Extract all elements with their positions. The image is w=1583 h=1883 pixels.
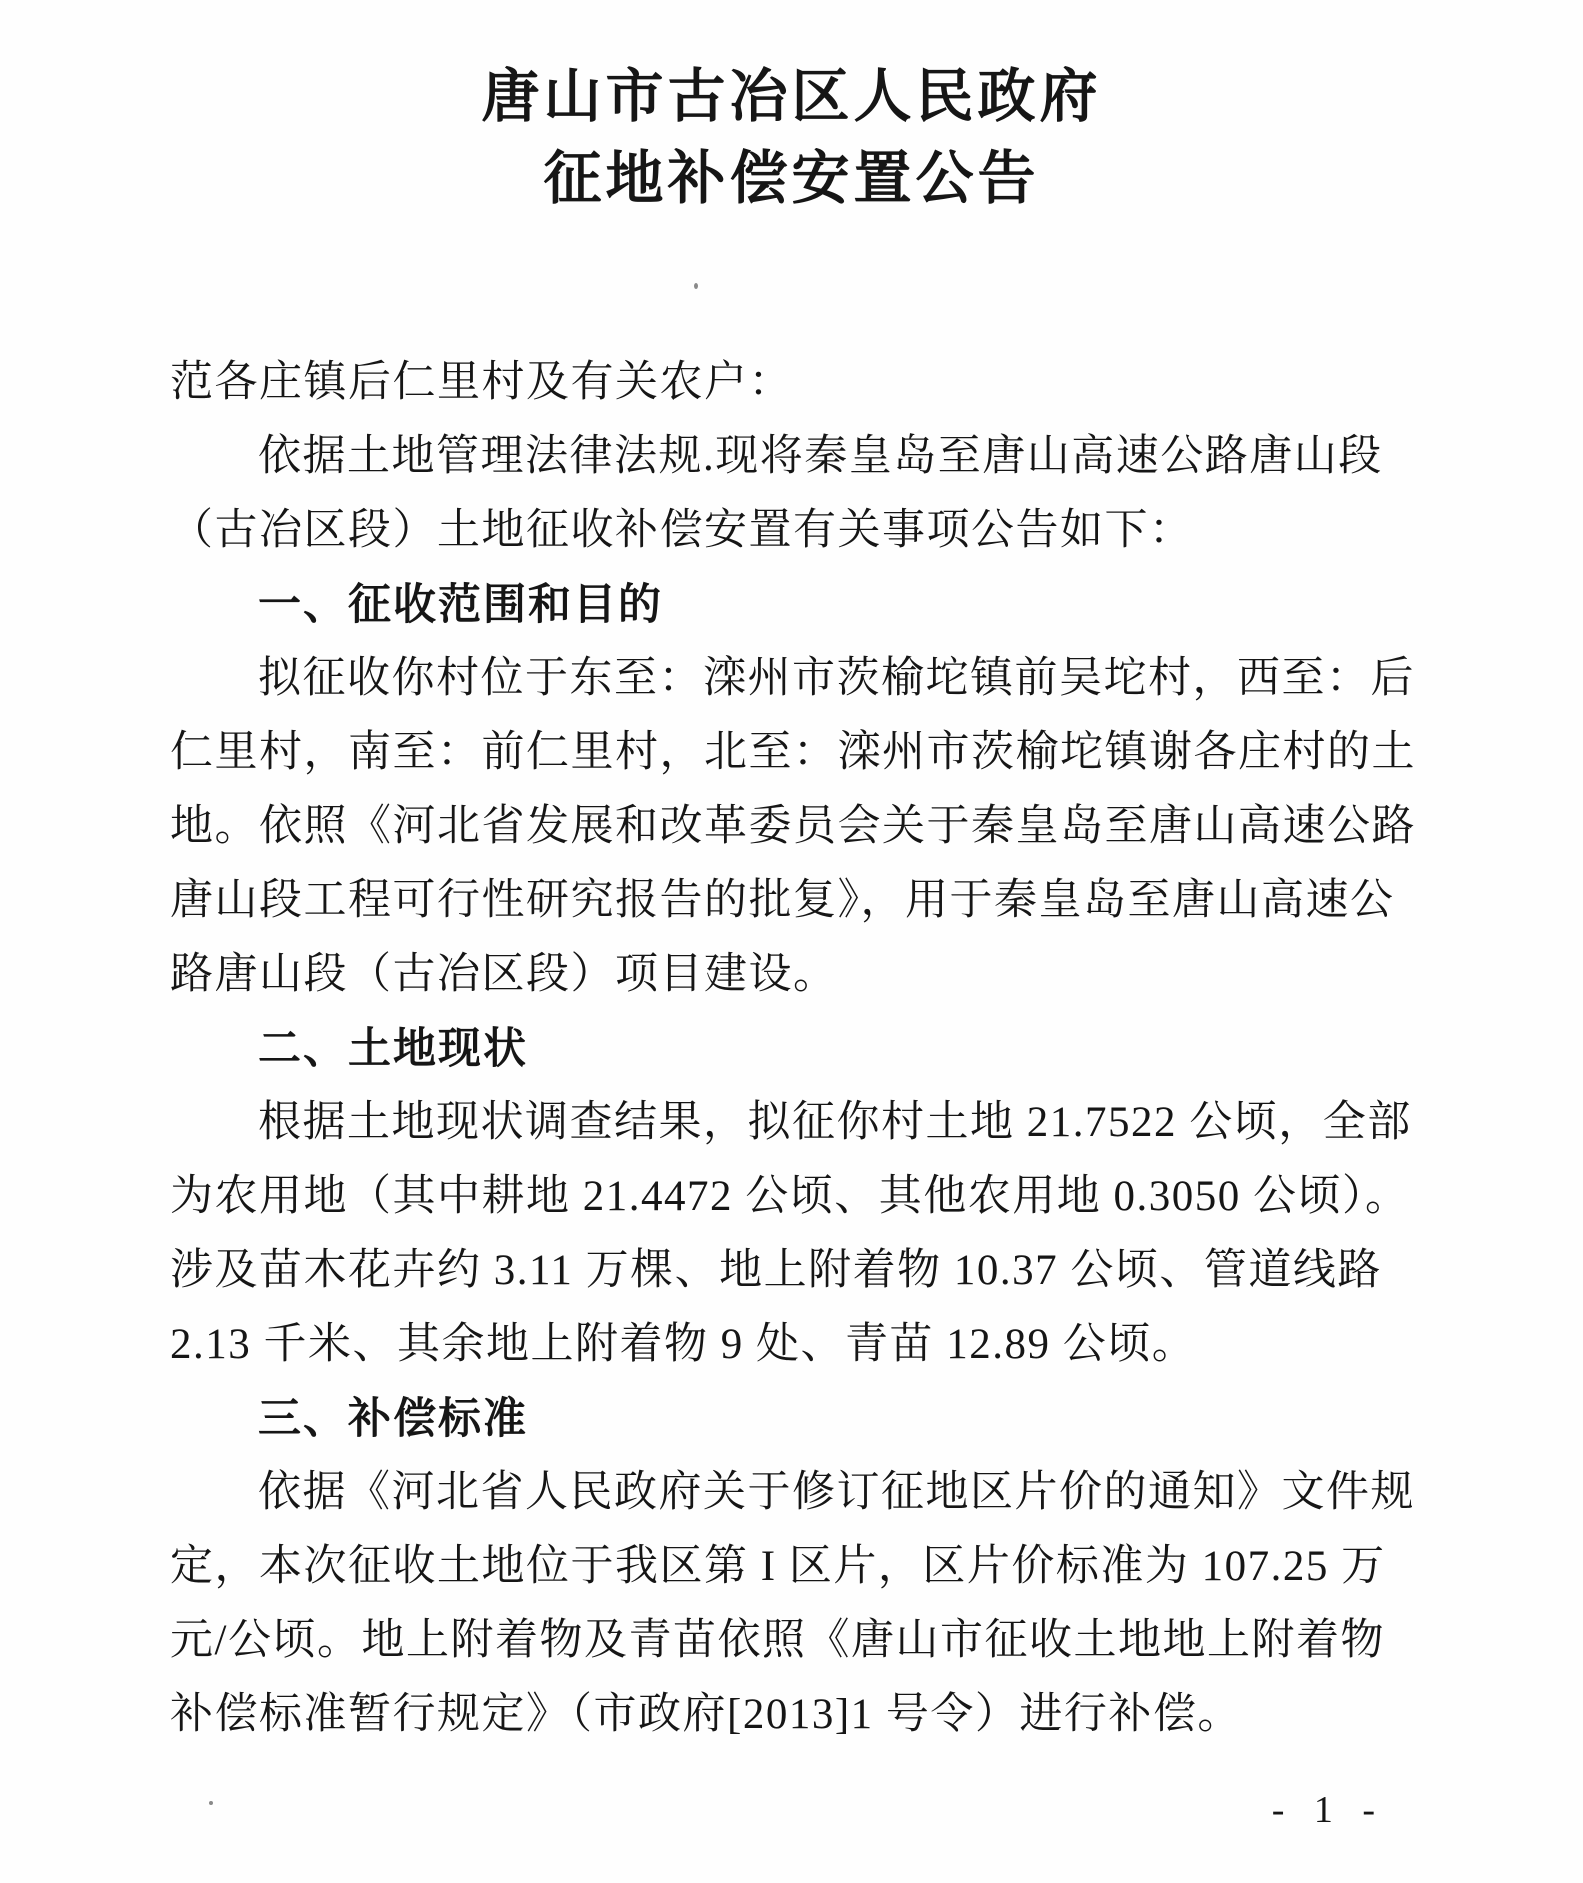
section-2-line-1: 根据土地现状调查结果，拟征你村土地 21.7522 公顷，全部 [258,1099,1412,1146]
document-body [170,346,1416,1752]
document-title [0,0,1583,220]
section-1-line-2: 仁里村，南至：前仁里村，北至：滦州市茨榆坨镇谢各庄村的土 [170,729,1416,776]
title-line-2: 征地补偿安置公告 [543,146,1040,211]
section-3-line-1: 依据《河北省人民政府关于修订征地区片价的通知》文件规 [258,1469,1415,1516]
page-number: - 1 - [1271,1789,1385,1831]
salutation: 范各庄镇后仁里村及有关农户： [170,359,793,406]
section-3-line-2: 定，本次征收土地位于我区第 I 区片，区片价标准为 107.25 万 [170,1543,1386,1590]
section-2-line-4: 2.13 千米、其余地上附着物 9 处、青苗 12.89 公顷。 [170,1321,1197,1368]
intro-line-2: （古冶区段）土地征收补偿安置有关事项公告如下： [170,507,1194,554]
scan-speck [209,1801,213,1805]
section-2-line-2: 为农用地（其中耕地 21.4472 公顷、其他农用地 0.3050 公顷）。 [170,1173,1410,1220]
scan-speck [694,283,698,289]
section-2-heading: 二、土地现状 [258,1025,528,1073]
section-1-line-1: 拟征收你村位于东至：滦州市茨榆坨镇前吴坨村，西至：后 [258,655,1415,702]
section-1-line-4: 唐山段工程可行性研究报告的批复》，用于秦皇岛至唐山高速公 [170,877,1395,924]
intro-line-1: 依据土地管理法律法规.现将秦皇岛至唐山高速公路唐山段 [258,433,1383,480]
section-1-line-5: 路唐山段（古冶区段）项目建设。 [170,951,838,998]
title-line-1: 唐山市古冶区人民政府 [481,64,1102,129]
section-2-line-3: 涉及苗木花卉约 3.11 万棵、地上附着物 10.37 公顷、管道线路 [170,1247,1382,1294]
section-1-line-3: 地。依照《河北省发展和改革委员会关于秦皇岛至唐山高速公路 [170,803,1416,850]
section-3-line-4: 补偿标准暂行规定》（市政府[2013]1 号令）进行补偿。 [170,1691,1242,1738]
section-3-line-3: 元/公顷。地上附着物及青苗依照《唐山市征收土地地上附着物 [170,1617,1385,1664]
section-1-heading: 一、征收范围和目的 [258,581,663,629]
section-3-heading: 三、补偿标准 [258,1395,528,1443]
